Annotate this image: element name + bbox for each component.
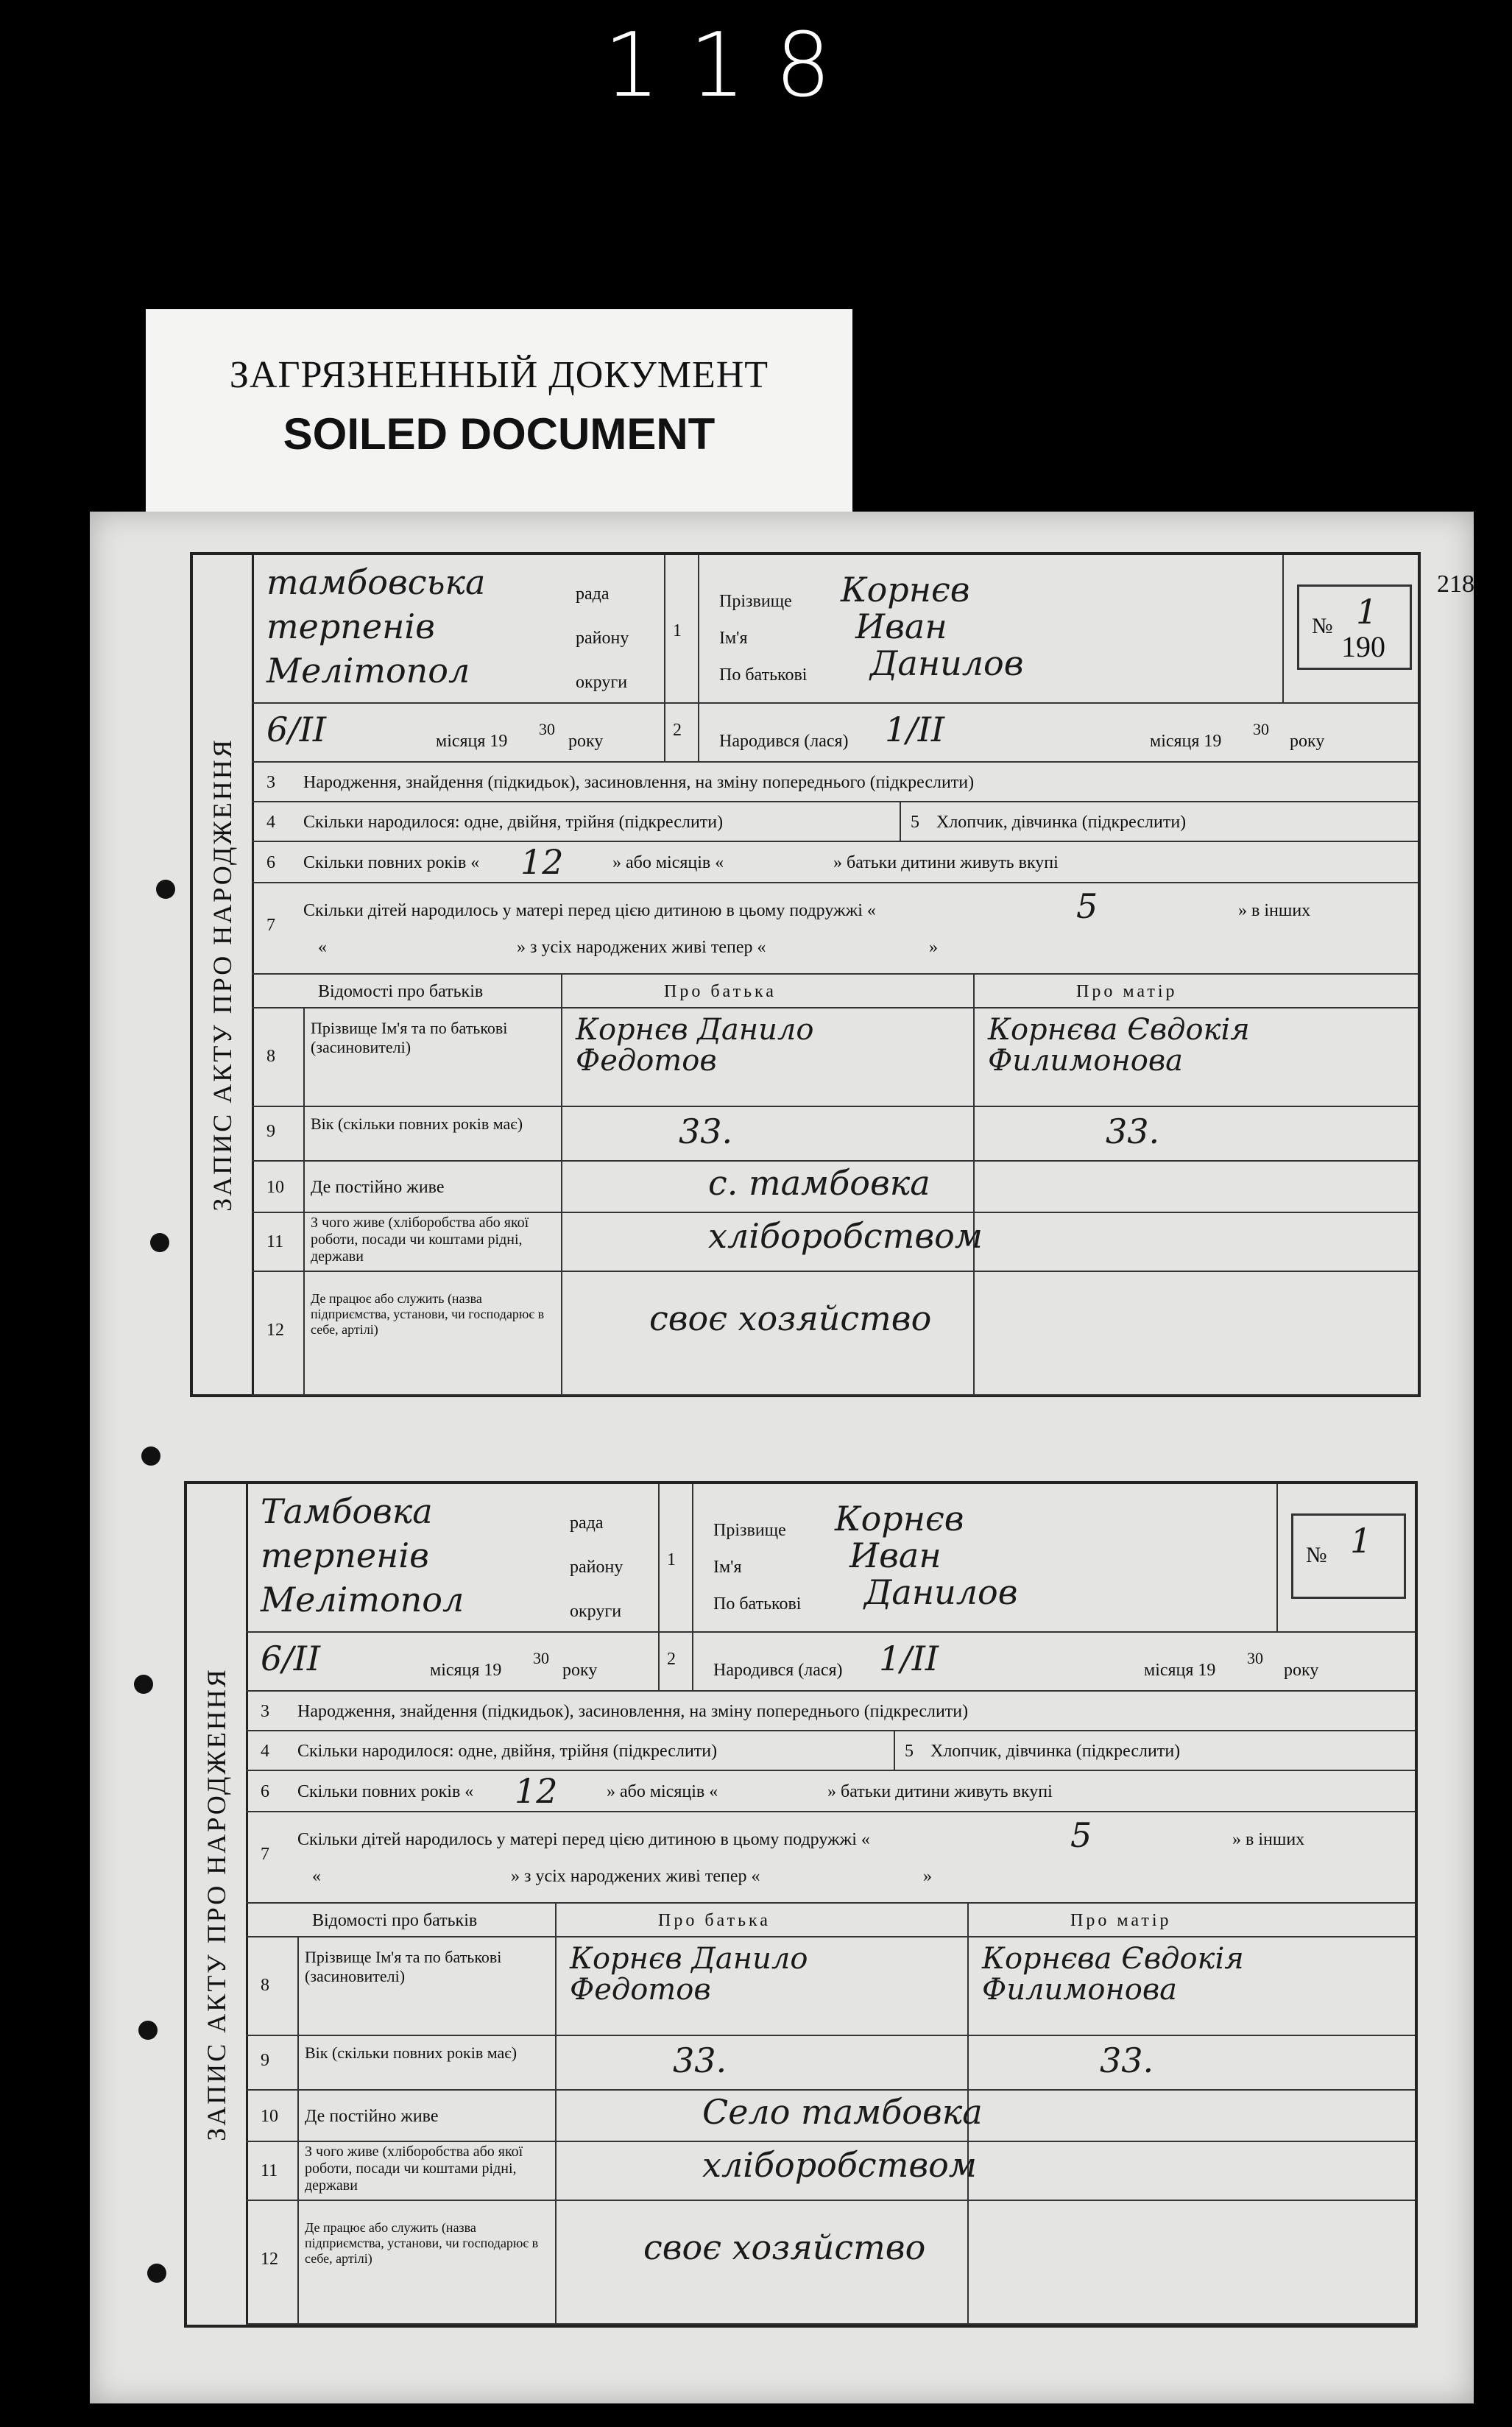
punch-hole bbox=[156, 880, 175, 899]
punch-hole bbox=[134, 1675, 153, 1694]
row-number-1: 1 bbox=[673, 621, 682, 640]
born-month-label: місяця 19 bbox=[1150, 732, 1222, 751]
born-date: 1/ІІ bbox=[879, 1639, 939, 1678]
row-number-3: 3 bbox=[266, 773, 275, 792]
years-together-label: Скільки повних років « bbox=[297, 1782, 474, 1801]
okruga-value: Мелітопол bbox=[266, 651, 470, 690]
born-year-label: року bbox=[1284, 1661, 1319, 1680]
quote-close: » bbox=[929, 938, 938, 957]
born-year-value: 30 bbox=[1253, 720, 1269, 738]
surname-value: Корнєв bbox=[841, 570, 970, 610]
age-row-label: Вік (скільки повних років має) bbox=[311, 1114, 523, 1133]
side-title: ЗАПИС АКТУ ПРО НАРОДЖЕННЯ bbox=[202, 1667, 231, 2141]
mother-age: 33. bbox=[1106, 1112, 1160, 1151]
mother-header: Про матір bbox=[1070, 1911, 1172, 1930]
record-number-label: № bbox=[1306, 1543, 1327, 1567]
born-year-label: року bbox=[1290, 732, 1325, 751]
birth-record-form-1 bbox=[190, 552, 1421, 1397]
divider bbox=[1282, 555, 1284, 702]
row-number-6: 6 bbox=[266, 853, 275, 872]
rada-value: тамбовська bbox=[266, 562, 486, 602]
month-label: місяця 19 bbox=[430, 1661, 502, 1680]
other-label: » в інших bbox=[1232, 1830, 1305, 1849]
rada-label: рада bbox=[570, 1513, 604, 1533]
label-ru: ЗАГРЯЗНЕННЫЙ ДОКУМЕНТ bbox=[229, 354, 769, 396]
birth-type: Народження, знайдення (підкидьок), засиновлення, на зміну попереднього (підкреслити) bbox=[303, 773, 975, 792]
okruga-label: округи bbox=[570, 1602, 622, 1621]
children-count: Скільки народилося: одне, двійня, трійня (підкреслити) bbox=[297, 1742, 718, 1761]
occupation-label: З чого живе (хліборобства або якої роботи, посади чи коштами рідні, держави bbox=[305, 2144, 523, 2194]
surname-value: Корнєв bbox=[835, 1499, 964, 1538]
born-month-label: місяця 19 bbox=[1144, 1661, 1216, 1680]
month-label: місяця 19 bbox=[436, 732, 508, 751]
child-sex: Хлопчик, дівчинка (підкреслити) bbox=[936, 813, 1187, 832]
side-title-panel bbox=[193, 555, 254, 1394]
name-value: Иван bbox=[855, 607, 947, 646]
soiled-document-label bbox=[146, 309, 852, 523]
punch-hole bbox=[150, 1233, 169, 1252]
row-number-9: 9 bbox=[261, 2051, 269, 2070]
row-number-2: 2 bbox=[667, 1650, 676, 1669]
punch-hole bbox=[141, 1446, 160, 1466]
divider bbox=[561, 973, 562, 1394]
name-value: Иван bbox=[849, 1536, 942, 1575]
other-label: » в інших bbox=[1238, 901, 1311, 920]
patronymic-value: Данилов bbox=[864, 1572, 1018, 1612]
raion-value: терпенів bbox=[261, 1536, 429, 1575]
divider bbox=[297, 1936, 299, 2323]
rada-label: рада bbox=[576, 584, 610, 604]
row-number-1: 1 bbox=[667, 1550, 676, 1569]
alive-label: » з усіх народжених живі тепер « bbox=[511, 1867, 760, 1886]
father-name: Корнєв Данило Федотов bbox=[576, 1013, 814, 1078]
occupation: хліборобством bbox=[708, 1216, 983, 1256]
occupation-label: З чого живе (хліборобства або якої роботи, посади чи коштами рідні, держави bbox=[311, 1215, 529, 1265]
age-row-label: Вік (скільки повних років має) bbox=[305, 2043, 517, 2062]
year-label: року bbox=[568, 732, 604, 751]
row-number-2: 2 bbox=[673, 721, 682, 740]
row-number-4: 4 bbox=[261, 1742, 269, 1761]
divider bbox=[900, 801, 901, 841]
mother-header: Про матір bbox=[1076, 982, 1178, 1001]
parents-header: Відомості про батьків bbox=[312, 1911, 478, 1930]
raion-label: району bbox=[570, 1558, 623, 1577]
quote-open: « bbox=[318, 938, 327, 957]
birth-type: Народження, знайдення (підкидьок), засиновлення, на зміну попереднього (підкреслити) bbox=[297, 1702, 969, 1721]
months-label: » або місяців « bbox=[607, 1782, 718, 1801]
row-number-5: 5 bbox=[905, 1742, 914, 1761]
divider bbox=[1276, 1484, 1278, 1631]
name-row-label: Прізвище Ім'я та по батькові (засиновителі) bbox=[305, 1948, 502, 1985]
born-date: 1/ІІ bbox=[885, 710, 945, 749]
row-number-11: 11 bbox=[261, 2161, 278, 2180]
patronymic-label: По батькові bbox=[713, 1594, 802, 1614]
row-number-3: 3 bbox=[261, 1702, 269, 1721]
surname-label: Прізвище bbox=[719, 592, 792, 611]
prior-children-label: Скільки дітей народилось у матері перед цією дитиною в цьому подружжі « bbox=[303, 901, 876, 920]
row-number-4: 4 bbox=[266, 813, 275, 832]
mother-name: Корнєва Євдокія Филимонова bbox=[988, 1013, 1250, 1078]
row-number-7: 7 bbox=[266, 916, 275, 935]
divider bbox=[894, 1730, 895, 1770]
record-number: 1 bbox=[1356, 592, 1378, 632]
row-number-8: 8 bbox=[266, 1047, 275, 1066]
children-count: Скільки народилося: одне, двійня, трійня (підкреслити) bbox=[303, 813, 724, 832]
punch-hole bbox=[138, 2021, 158, 2040]
name-row-label: Прізвище Ім'я та по батькові (засиновителі) bbox=[311, 1019, 508, 1056]
workplace-label: Де працює або служить (назва підприємства, установи, чи господарює в себе, артілі) bbox=[305, 2220, 539, 2266]
birth-record-form-2 bbox=[184, 1481, 1418, 2328]
years-together: 12 bbox=[515, 1771, 558, 1811]
side-title-panel bbox=[187, 1484, 248, 2325]
quote-open: « bbox=[312, 1867, 321, 1886]
row-number-9: 9 bbox=[266, 1122, 275, 1141]
registration-date: 6/ІІ bbox=[261, 1639, 321, 1678]
form-row bbox=[246, 1811, 1415, 1904]
divider bbox=[303, 1007, 305, 1394]
patronymic-value: Данилов bbox=[870, 643, 1024, 683]
sheet-number: 118 bbox=[604, 15, 861, 117]
side-title: ЗАПИС АКТУ ПРО НАРОДЖЕННЯ bbox=[208, 738, 237, 1212]
parents-together-label: » батьки дитини живуть вкупі bbox=[827, 1782, 1053, 1801]
residence-label: Де постійно живе bbox=[311, 1178, 445, 1197]
row-number-6: 6 bbox=[261, 1782, 269, 1801]
name-label: Ім'я bbox=[719, 629, 748, 648]
divider bbox=[658, 1484, 660, 1690]
divider bbox=[664, 555, 665, 761]
corner-number-alt: 190 bbox=[1341, 630, 1385, 663]
year-value: 30 bbox=[539, 720, 555, 738]
workplace-label: Де працює або служить (назва підприємства, установи, чи господарює в себе, артілі) bbox=[311, 1291, 545, 1337]
father-age: 33. bbox=[673, 2041, 727, 2080]
corner-number: 218 bbox=[1437, 570, 1474, 598]
divider bbox=[692, 1484, 693, 1690]
okruga-label: округи bbox=[576, 673, 628, 692]
years-together: 12 bbox=[520, 842, 564, 882]
father-name: Корнєв Данило Федотов bbox=[570, 1942, 808, 2007]
year-label: року bbox=[562, 1661, 598, 1680]
alive-label: » з усіх народжених живі тепер « bbox=[517, 938, 766, 957]
residence-label: Де постійно живе bbox=[305, 2107, 439, 2126]
divider bbox=[555, 1902, 557, 2323]
record-number-label: № bbox=[1312, 614, 1333, 638]
row-number-5: 5 bbox=[911, 813, 919, 832]
surname-label: Прізвище bbox=[713, 1521, 786, 1540]
workplace: своє хозяйство bbox=[643, 2228, 926, 2267]
born-year-value: 30 bbox=[1247, 1649, 1263, 1667]
record-number: 1 bbox=[1350, 1521, 1372, 1561]
name-label: Ім'я bbox=[713, 1558, 742, 1577]
patronymic-label: По батькові bbox=[719, 665, 808, 685]
raion-value: терпенів bbox=[266, 607, 435, 646]
parents-header: Відомості про батьків bbox=[318, 982, 484, 1001]
prior-children-label: Скільки дітей народилось у матері перед цією дитиною в цьому подружжі « bbox=[297, 1830, 870, 1849]
row-number-10: 10 bbox=[266, 1178, 284, 1197]
raion-label: району bbox=[576, 629, 629, 648]
years-together-label: Скільки повних років « bbox=[303, 853, 480, 872]
prior-children: 5 bbox=[1076, 886, 1098, 926]
year-value: 30 bbox=[533, 1649, 549, 1667]
label-en: SOILED DOCUMENT bbox=[283, 409, 716, 459]
registration-date: 6/ІІ bbox=[266, 710, 327, 749]
residence: с. тамбовка bbox=[708, 1163, 930, 1203]
divider bbox=[973, 973, 975, 1394]
row-number-12: 12 bbox=[261, 2250, 278, 2269]
prior-children: 5 bbox=[1070, 1815, 1092, 1855]
rada-value: Тамбовка bbox=[261, 1491, 433, 1531]
residence: Село тамбовка bbox=[702, 2092, 983, 2132]
divider bbox=[698, 555, 699, 761]
row-number-11: 11 bbox=[266, 1232, 284, 1251]
child-sex: Хлопчик, дівчинка (підкреслити) bbox=[930, 1742, 1181, 1761]
workplace: своє хозяйство bbox=[649, 1299, 932, 1338]
father-header: Про батька bbox=[664, 982, 777, 1001]
born-label: Народився (лася) bbox=[719, 732, 849, 751]
okruga-value: Мелітопол bbox=[261, 1580, 464, 1619]
parents-together-label: » батьки дитини живуть вкупі bbox=[833, 853, 1059, 872]
mother-name: Корнєва Євдокія Филимонова bbox=[982, 1942, 1244, 2007]
born-label: Народився (лася) bbox=[713, 1661, 843, 1680]
occupation: хліборобством bbox=[702, 2145, 977, 2185]
father-header: Про батька bbox=[658, 1911, 771, 1930]
months-label: » або місяців « bbox=[612, 853, 724, 872]
father-age: 33. bbox=[679, 1112, 733, 1151]
row-number-8: 8 bbox=[261, 1976, 269, 1995]
mother-age: 33. bbox=[1100, 2041, 1154, 2080]
punch-hole bbox=[147, 2264, 166, 2283]
row-number-7: 7 bbox=[261, 1845, 269, 1864]
quote-close: » bbox=[923, 1867, 932, 1886]
row-number-12: 12 bbox=[266, 1321, 284, 1340]
form-row bbox=[252, 882, 1418, 975]
row-number-10: 10 bbox=[261, 2107, 278, 2126]
